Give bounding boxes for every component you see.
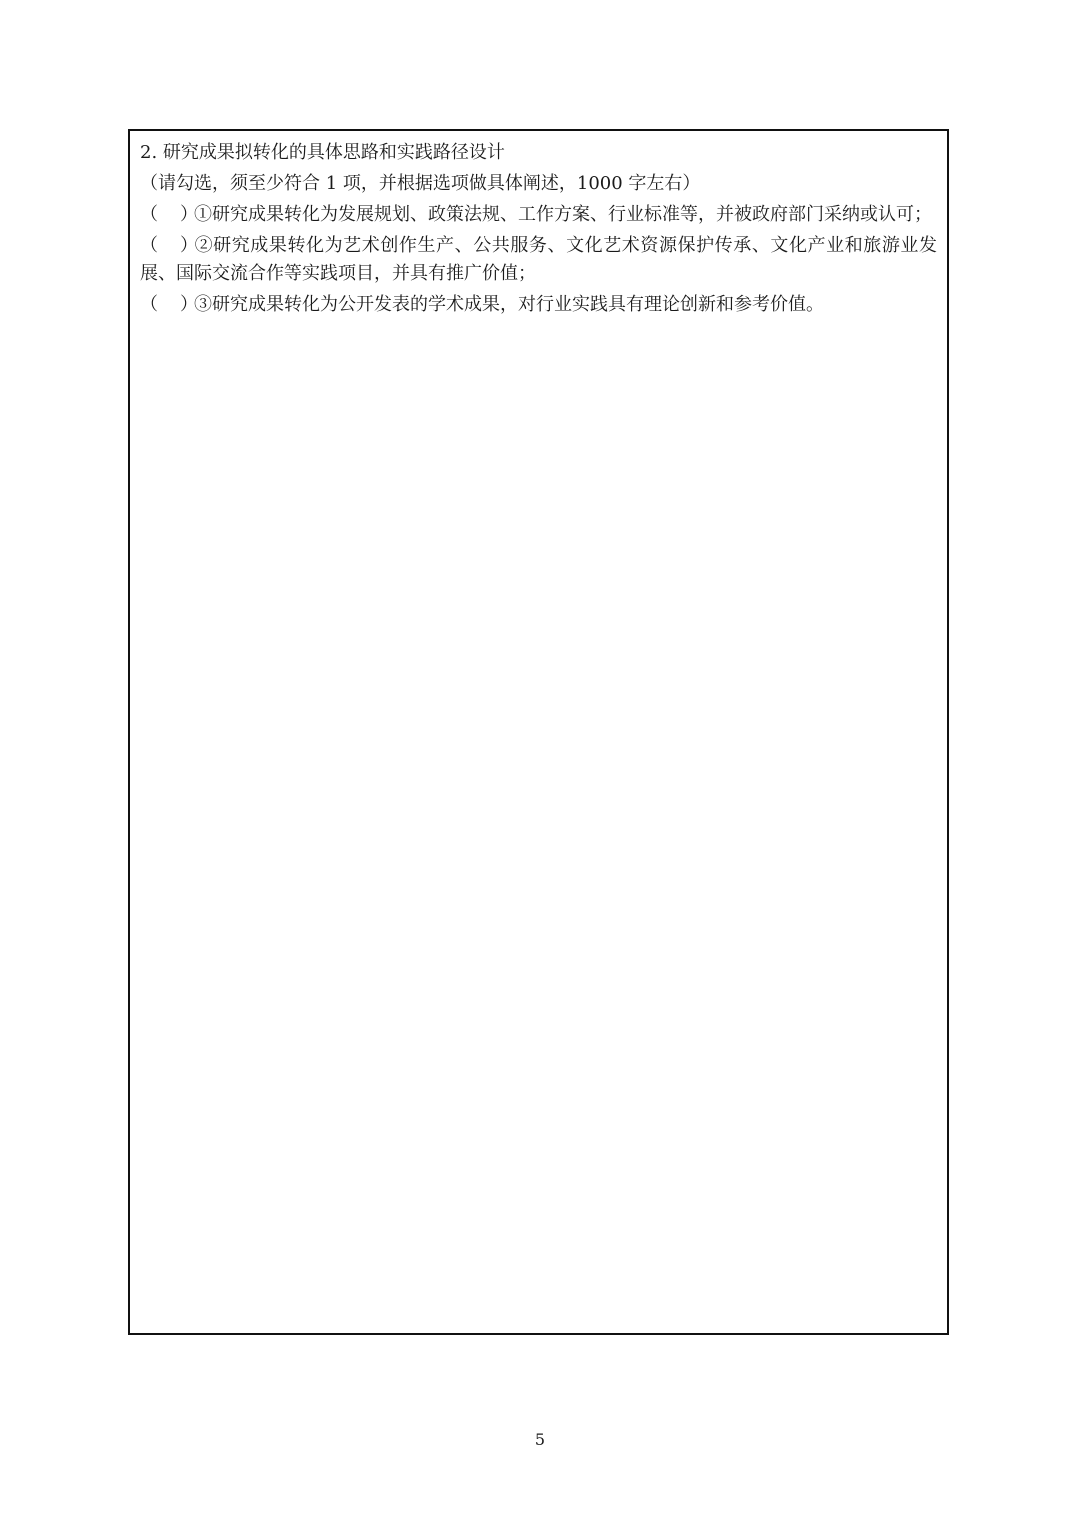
option-text: ②研究成果转化为艺术创作生产、公共服务、文化艺术资源保护传承、文化产业和旅游业发展、国际交流合作等实践项目，并具有推广价值； bbox=[140, 235, 937, 284]
form-box bbox=[128, 129, 949, 1335]
option-item bbox=[140, 291, 937, 319]
option-item bbox=[140, 201, 937, 229]
option-text: ③研究成果转化为公开发表的学术成果，对行业实践具有理论创新和参考价值。 bbox=[194, 294, 824, 315]
option-text: ①研究成果转化为发展规划、政策法规、工作方案、行业标准等，并被政府部门采纳或认可； bbox=[194, 204, 932, 225]
checkbox-close-paren: ） bbox=[180, 204, 198, 225]
section-title: 2. 研究成果拟转化的具体思路和实践路径设计 bbox=[140, 142, 505, 163]
checkbox-open-paren: （ bbox=[140, 294, 158, 315]
instruction-text: （请勾选，须至少符合 1 项，并根据选项做具体阐述，1000 字左右） bbox=[140, 173, 701, 194]
option-checkbox[interactable] bbox=[140, 291, 198, 319]
option-item bbox=[140, 232, 937, 288]
checkbox-close-paren: ） bbox=[180, 294, 198, 315]
checkbox-open-paren: （ bbox=[140, 235, 158, 256]
option-checkbox[interactable] bbox=[140, 232, 198, 260]
page-number: 5 bbox=[534, 1430, 546, 1449]
checkbox-close-paren: ） bbox=[180, 235, 198, 256]
form-content bbox=[140, 139, 937, 322]
checkbox-open-paren: （ bbox=[140, 204, 158, 225]
option-checkbox[interactable] bbox=[140, 201, 198, 229]
